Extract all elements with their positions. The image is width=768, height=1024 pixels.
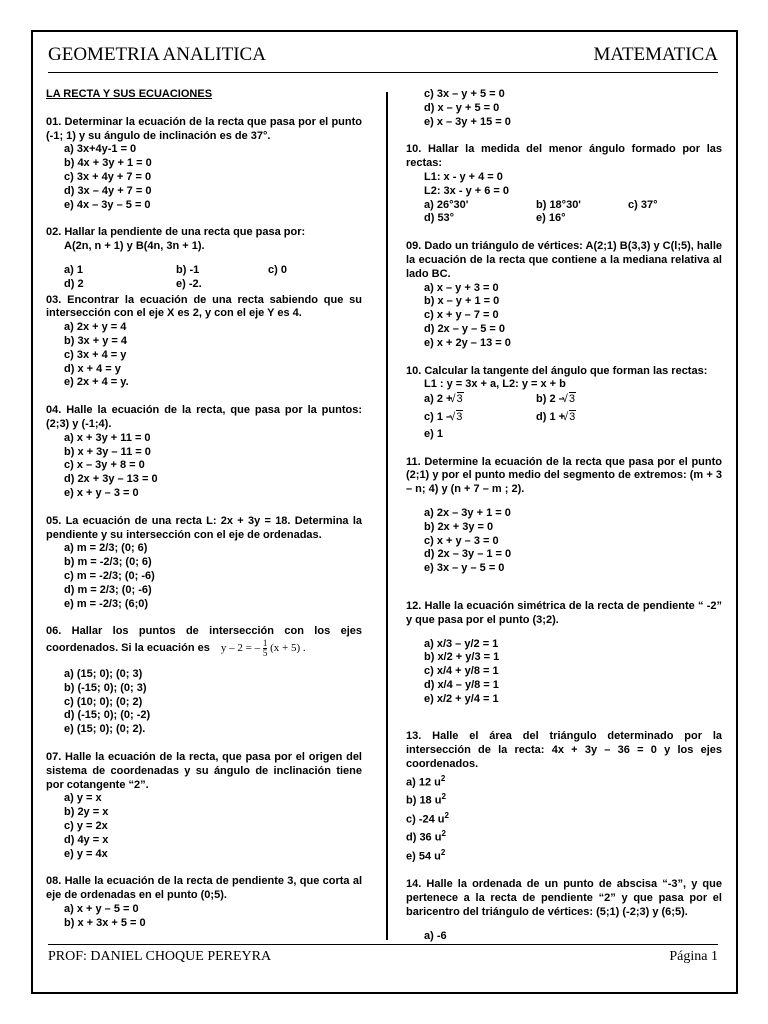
question-stem: 13. Halle el área del triángulo determinado por la intersección de la recta: 4x + 3y – 36 = 0 y los ejes coordenados.	[406, 730, 722, 771]
option-c: c) x + y – 7 = 0	[424, 309, 499, 322]
option-c: c) -24 $u^2$	[406, 810, 449, 826]
option-b: b) 2x + 3y = 0	[424, 520, 494, 533]
option-d: d) 36 $u^2$	[406, 829, 446, 844]
option-d: d) 4y = x	[64, 833, 109, 846]
option-a: a) -6	[424, 929, 447, 942]
question-stem: 07. Halle la ecuación de la recta, que pasa por el origen del sistema de coordenadas y su ángulo de inclinación tiene por cotangente “2”.	[46, 751, 362, 791]
question-stem: 08. Halle la ecuación de la recta de pendiente 3, que corta al eje de ordenadas en el punto (0;5).	[46, 875, 362, 902]
question-stem: 10. Hallar la medida del menor ángulo formado por las rectas:	[406, 143, 722, 170]
option-d: d) x/4 – y/8 = 1	[424, 678, 499, 691]
option-a: a) y = x	[64, 792, 102, 805]
question-03	[46, 294, 362, 391]
squared-exponent: 2	[441, 829, 446, 839]
option-a: a) 2x + y = 4	[64, 321, 127, 334]
option-a: a) 26°30'	[424, 198, 469, 211]
option-a: a) x + y – 5 = 0	[64, 903, 139, 916]
option-c: c) 37°	[628, 198, 658, 211]
question-08	[46, 875, 362, 930]
option-a: a) 1	[64, 263, 83, 276]
question-stem: 05. La ecuación de una recta L: 2x + 3y = 18. Determina la pendiente y su intersección con el eje de ordenadas.	[46, 514, 362, 541]
question-stem: 11. Determine la ecuación de la recta que pasa por el punto (2;1) y por el punto medio del segmento de extremos: (m + 3 – n; 4) y (n + 7 – m ; 2).	[406, 455, 722, 496]
option-c: c) y = 2x	[64, 820, 108, 833]
option-a: a) m = 2/3; (0; 6)	[64, 542, 148, 555]
option-e: e) -2.	[176, 277, 202, 290]
option-b: b) 18 $u^2$	[406, 792, 446, 807]
question-10b	[406, 365, 722, 442]
footer-author: PROF: DANIEL CHOQUE PEREYRA	[48, 949, 272, 964]
option-d: d) x – y + 5 = 0	[424, 101, 500, 114]
option-a: a) 2x – 3y + 1 = 0	[424, 506, 511, 519]
option-d: d) 2	[64, 277, 84, 290]
fraction-numerator: 1	[262, 638, 268, 649]
option-c: c) 3x + 4 = y	[64, 348, 127, 361]
option-e: e) 16°	[536, 212, 566, 225]
equation	[220, 638, 306, 659]
option-a: a) x – y + 3 = 0	[424, 281, 499, 294]
option-b: b) (-15; 0); (0; 3)	[64, 681, 147, 694]
question-stem	[46, 625, 362, 658]
option-d: d) x + 4 = y	[64, 362, 121, 375]
option-b: b) x + 3y – 11 = 0	[64, 445, 151, 458]
question-stem: 12. Halle la ecuación simétrica de la recta de pendiente “ -2” y que pasa por el punto (3;2).	[406, 599, 722, 626]
option-a: a) 3x+4y-1 = 0	[64, 143, 137, 156]
option-e: e) m = -2/3; (6;0)	[64, 597, 149, 610]
question-02	[46, 226, 362, 291]
fraction-denominator: 5	[262, 648, 268, 659]
option-e: e) (15; 0); (0; 2).	[64, 723, 146, 736]
question-stem: 01. Determinar la ecuación de la recta que pasa por el punto (-1; 1) y su ángulo de inclinación es de 37°.	[46, 115, 362, 142]
question-06	[46, 625, 362, 737]
question-11	[406, 456, 722, 576]
question-05	[46, 515, 362, 612]
option-e: e) x + y – 3 = 0	[64, 486, 139, 499]
question-12	[406, 600, 722, 707]
option-e: e) 2x + 4 = y.	[64, 376, 129, 389]
squared-exponent: 2	[440, 847, 446, 857]
option-e: e) 54 $u^2$	[406, 847, 446, 863]
question-stem-text: 06. Hallar los puntos de intersección con los ejes coordenados. Si la ecuación es	[46, 625, 362, 655]
option-b: b) 3x + y = 4	[64, 334, 127, 347]
option-c: c) (10; 0); (0; 2)	[64, 695, 143, 708]
page-header	[48, 42, 718, 73]
option-e: e) 3x – y – 5 = 0	[424, 562, 505, 575]
question-09	[406, 240, 722, 350]
equation-right: (x + 5) .	[270, 642, 306, 655]
option-d: d) 53°	[424, 212, 455, 225]
option-b: b) 4x + 3y + 1 = 0	[64, 157, 152, 170]
option-c: c) x + y – 3 = 0	[424, 534, 499, 547]
squared-exponent: 2	[444, 810, 449, 820]
option-e: e) y = 4x	[64, 847, 108, 860]
option-d: d) 3x – 4y + 7 = 0	[64, 184, 152, 197]
footer-page-number: Página 1	[669, 949, 718, 964]
right-column	[406, 88, 722, 943]
equation-left: y – 2 = –	[220, 642, 261, 655]
option-d: d) 1 + √ 3	[536, 410, 656, 425]
equation-fraction	[263, 639, 268, 658]
squared-exponent: 2	[440, 773, 446, 783]
question-stem: 14. Halle la ordenada de un punto de abscisa “-3”, y que pertenece a la recta de pendiente “2” y que pasa por el baricentro del triángulo de vértices: (5;1) (-2;3) y (6;5).	[406, 878, 722, 918]
option-a: a) x + 3y + 11 = 0	[64, 431, 151, 444]
option-c: c) 1 – √ 3	[424, 410, 536, 425]
option-b: b) x + 3x + 5 = 0	[64, 916, 146, 929]
option-d: d) (-15; 0); (0; -2)	[64, 709, 151, 722]
question-points: A(2n, n + 1) y B(4n, 3n + 1).	[64, 240, 205, 253]
option-b: b) -1	[176, 263, 200, 276]
column-divider	[386, 92, 388, 940]
question-01	[46, 116, 362, 213]
question-14	[406, 878, 722, 943]
option-d: d) 2x – y – 5 = 0	[424, 322, 506, 335]
option-e: e) x/2 + y/4 = 1	[424, 692, 499, 705]
page-footer	[48, 944, 718, 964]
sqrt-icon: √ 3	[456, 410, 463, 425]
question-08-continued	[406, 88, 722, 129]
line-l1: L1: x - y + 4 = 0	[424, 170, 503, 183]
option-b: b) x – y + 1 = 0	[424, 295, 500, 308]
option-b: b) 2 – √ 3	[536, 392, 656, 407]
option-c: c) m = -2/3; (0; -6)	[64, 569, 155, 582]
question-stem: 10. Calcular la tangente del ángulo que forman las rectas:	[406, 364, 708, 377]
option-b: b) 18°30'	[536, 198, 581, 211]
question-07	[46, 751, 362, 861]
sqrt-icon: √ 3	[457, 392, 464, 407]
option-c: c) 0	[268, 263, 287, 276]
line-l2: L2: 3x - y + 6 = 0	[424, 184, 509, 197]
sqrt-icon: √ 3	[569, 392, 576, 407]
question-stem: 02. Hallar la pendiente de una recta que pasa por:	[46, 226, 306, 239]
option-c: c) x – 3y + 8 = 0	[64, 459, 145, 472]
left-column	[46, 88, 362, 931]
option-a: a) 12 $u^2$	[406, 773, 446, 789]
option-e: e) 1	[424, 427, 443, 440]
question-stem: 09. Dado un triángulo de vértices: A(2;1) B(3,3) y C(l;5), halle la ecuación de la recta que contiene a la mediana relativa al lado BC.	[406, 240, 722, 280]
squared-exponent: 2	[441, 792, 446, 802]
question-04	[46, 404, 362, 501]
lines-definition: L1 : y = 3x + a, L2: y = x + b	[424, 378, 566, 391]
option-c: c) x/4 + y/8 = 1	[424, 665, 499, 678]
option-e: e) x – 3y + 15 = 0	[424, 115, 511, 128]
question-10a	[406, 143, 722, 226]
option-c: c) 3x – y + 5 = 0	[424, 88, 505, 100]
question-stem: 04. Halle la ecuación de la recta, que pasa por la puntos: (2;3) y (-1;4).	[46, 404, 362, 430]
option-b: b) x/2 + y/3 = 1	[424, 651, 500, 664]
option-c: c) 3x + 4y + 7 = 0	[64, 170, 152, 183]
option-b: b) m = -2/3; (0; 6)	[64, 556, 152, 569]
header-subject: GEOMETRIA ANALITICA	[48, 44, 266, 65]
option-d: d) m = 2/3; (0; -6)	[64, 583, 152, 596]
option-e: e) 4x – 3y – 5 = 0	[64, 198, 151, 211]
section-title: LA RECTA Y SUS ECUACIONES	[46, 88, 213, 100]
option-a: a) x/3 – y/2 = 1	[424, 637, 499, 650]
option-a: a) (15; 0); (0; 3)	[64, 668, 143, 681]
option-d: d) 2x + 3y – 13 = 0	[64, 473, 158, 486]
option-d: d) 2x – 3y – 1 = 0	[424, 548, 512, 561]
question-stem: 03. Encontrar la ecuación de una recta sabiendo que su intersección con el eje X es 2, y con el eje Y es 4.	[46, 293, 362, 320]
option-b: b) 2y = x	[64, 806, 109, 819]
header-course: MATEMATICA	[593, 44, 718, 65]
question-13	[406, 730, 722, 864]
option-a: a) 2 + √ 3	[424, 392, 536, 407]
option-e: e) x + 2y – 13 = 0	[424, 336, 511, 349]
sqrt-icon: √ 3	[569, 410, 576, 425]
